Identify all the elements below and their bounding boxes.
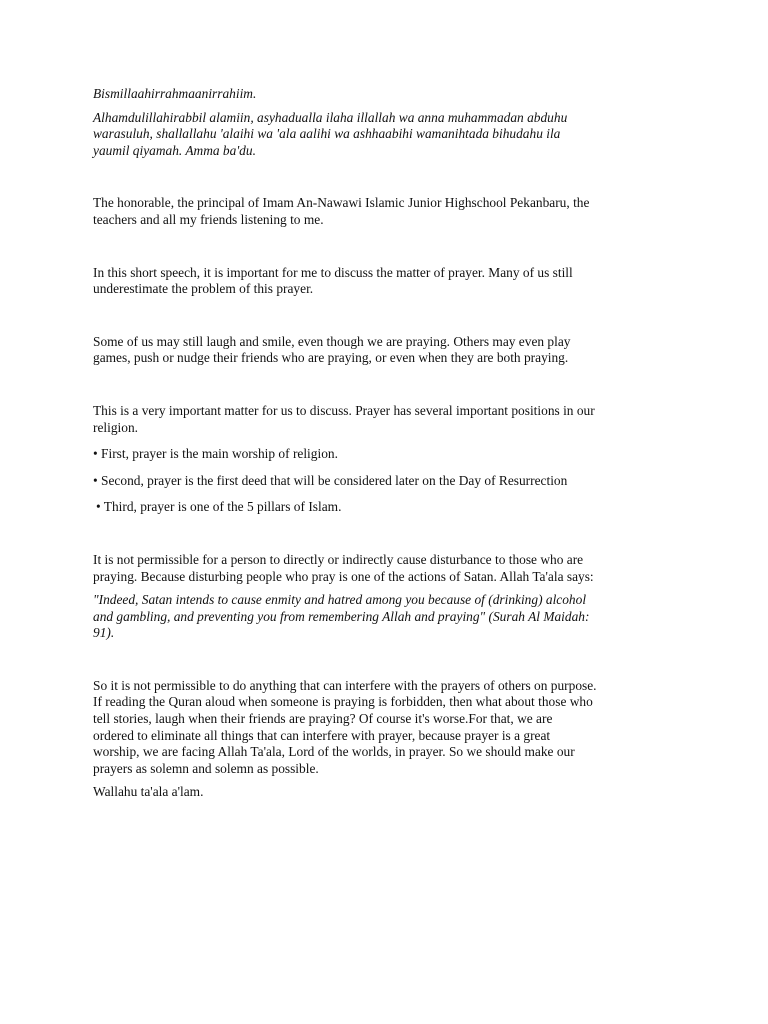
bullet-item-third: • Third, prayer is one of the 5 pillars of Islam. (96, 499, 342, 515)
praise-paragraph: Alhamdulillahirabbil alamiin, asyhadualla ilaha illallah wa anna muhammadan abduhu warasuluh, shallallahu 'alaihi wa 'ala aalihi wa ashhaabihi wamanihtada bihudahu ila yaumil qiyamah. Amma ba'du. (93, 109, 568, 158)
closing-line: Wallahu ta'ala a'lam. (93, 784, 204, 800)
prohibition-paragraph: It is not permissible for a person to directly or indirectly cause disturbance to those who are praying. Because disturbing people who pray is one of the actions of Satan. Allah Ta'ala says: (93, 551, 594, 584)
quran-quote: "Indeed, Satan intends to cause enmity and hatred among you because of (drinking) alcohol and gambling, and preventing you from remembering Allah and praying" (Surah Al Maidah: 91). (93, 592, 590, 641)
document-page (93, 86, 683, 801)
bullet-item-second: • Second, prayer is the first deed that will be considered later on the Day of Resurrection (93, 472, 568, 488)
greeting-paragraph: The honorable, the principal of Imam An-Nawawi Islamic Junior Highschool Pekanbaru, the teachers and all my friends listening to me. (93, 195, 590, 227)
conclusion-paragraph: So it is not permissible to do anything that can interfere with the prayers of others on purpose. If reading the Quran aloud when someone is praying is forbidden, then what about those who tell stories, laugh when their friends are praying? Of course it's worse.For that, we are ordered to eliminate all things that can interfere with prayer, because prayer is a great worship, we are facing Allah Ta'ala, Lord of the worlds, in prayer. So we should make our prayers as solemn and solemn as possible. (93, 677, 597, 776)
observation-paragraph: Some of us may still laugh and smile, even though we are praying. Others may even play games, push or nudge their friends who are praying, or even when they are both praying. (93, 333, 571, 366)
importance-paragraph: This is a very important matter for us to discuss. Prayer has several important positions in our religion. (93, 402, 595, 435)
bullet-item-first: • First, prayer is the main worship of religion. (93, 446, 338, 462)
intro-paragraph: In this short speech, it is important for me to discuss the matter of prayer. Many of us still underestimate the problem of this prayer. (93, 264, 573, 297)
opening-line: Bismillaahirrahmaanirrahiim. (93, 86, 257, 101)
